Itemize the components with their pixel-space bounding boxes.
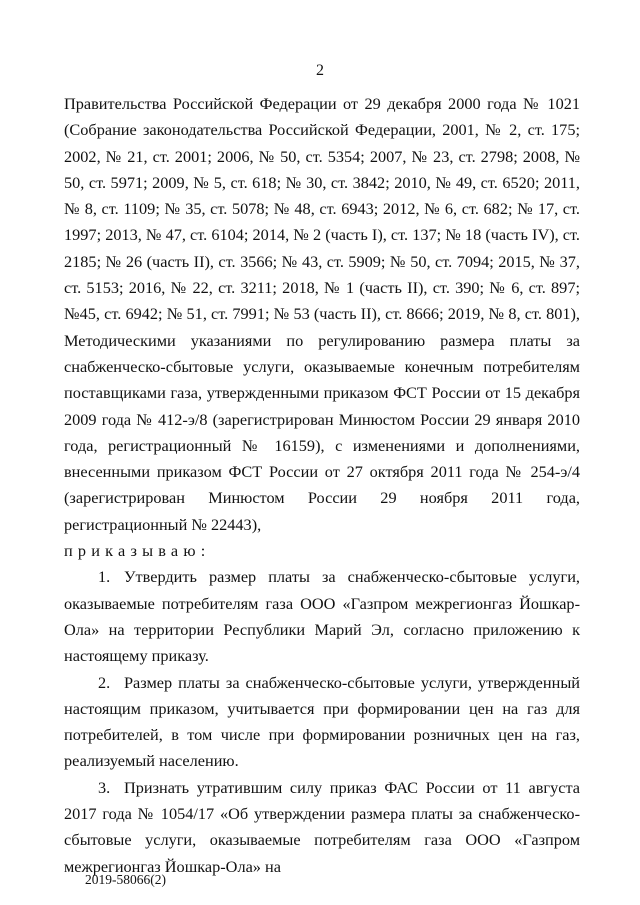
item-number: 2. bbox=[98, 672, 111, 692]
item-number: 3. bbox=[98, 777, 111, 797]
footer-document-code: 2019-58066(2) bbox=[85, 872, 166, 887]
order-word: приказываю: bbox=[64, 541, 211, 561]
list-item bbox=[64, 775, 580, 880]
item-text: Размер платы за снабженческо-сбытовые услуги, утвержденный настоящим приказом, учитывается при формировании цен на газ для потребителей, в том числе при формировании розничных цен на газ, реализуемый населению. bbox=[64, 672, 580, 771]
document-body bbox=[64, 91, 580, 880]
item-number: 1. bbox=[98, 567, 111, 587]
list-item bbox=[64, 670, 580, 775]
page-number: 2 bbox=[316, 62, 324, 79]
item-text: Признать утратившим силу приказ ФАС России от 11 августа 2017 года № 1054/17 «Об утверждении размера платы за снабженческо-сбытовые услуги, оказываемые потребителям газа ООО «Газпром межрегионгаз Йошкар-Ола» на bbox=[64, 777, 580, 876]
list-item bbox=[64, 564, 580, 669]
intro-paragraph: Правительства Российской Федерации от 29 декабря 2000 года № 1021 (Собрание законодательства Российской Федерации, 2001, № 2, ст. 175; 2002, № 21, ст. 2001; 2006, № 50, ст. 5354; 2007, № 23, ст. 2798; 2008, № 50, ст. 5971; 2009, № 5, ст. 618; № 30, ст. 3842; 2010, № 49, ст. 6520; 2011, № 8, ст. 1109; № 35, ст. 5078; № 48, ст. 6943; 2012, № 6, ст. 682; № 17, ст. 1997; 2013, № 47, ст. 6104; 2014, № 2 (часть I), ст. 137; № 18 (часть IV), ст. 2185; № 26 (часть II), ст. 3566; № 43, ст. 5909; № 50, ст. 7094; 2015, № 37, ст. 5153; 2016, № 22, ст. 3211; 2018, № 1 (часть II), ст. 390; № 6, ст. 897; №45, ст. 6942; № 51, ст. 7991; № 53 (часть II), ст. 8666; 2019, № 8, ст. 801), Методическими указаниями по регулированию размера платы за снабженческо-сбытовые услуги, оказываемые конечным потребителям поставщиками газа, утвержденными приказом ФСТ России от 15 декабря 2009 года № 412-э/8 (зарегистрирован Минюстом России 29 января 2010 года, регистрационный № 16159), с изменениями и дополнениями, внесенными приказом ФСТ России от 27 октября 2011 года № 254-э/4 (зарегистрирован Минюстом России 29 ноября 2011 года, регистрационный № 22443), bbox=[64, 94, 580, 534]
item-text: Утвердить размер платы за снабженческо-сбытовые услуги, оказываемые потребителям газа ООО «Газпром межрегионгаз Йошкар-Ола» на территории Республики Марий Эл, согласно приложению к настоящему приказу. bbox=[64, 567, 580, 666]
